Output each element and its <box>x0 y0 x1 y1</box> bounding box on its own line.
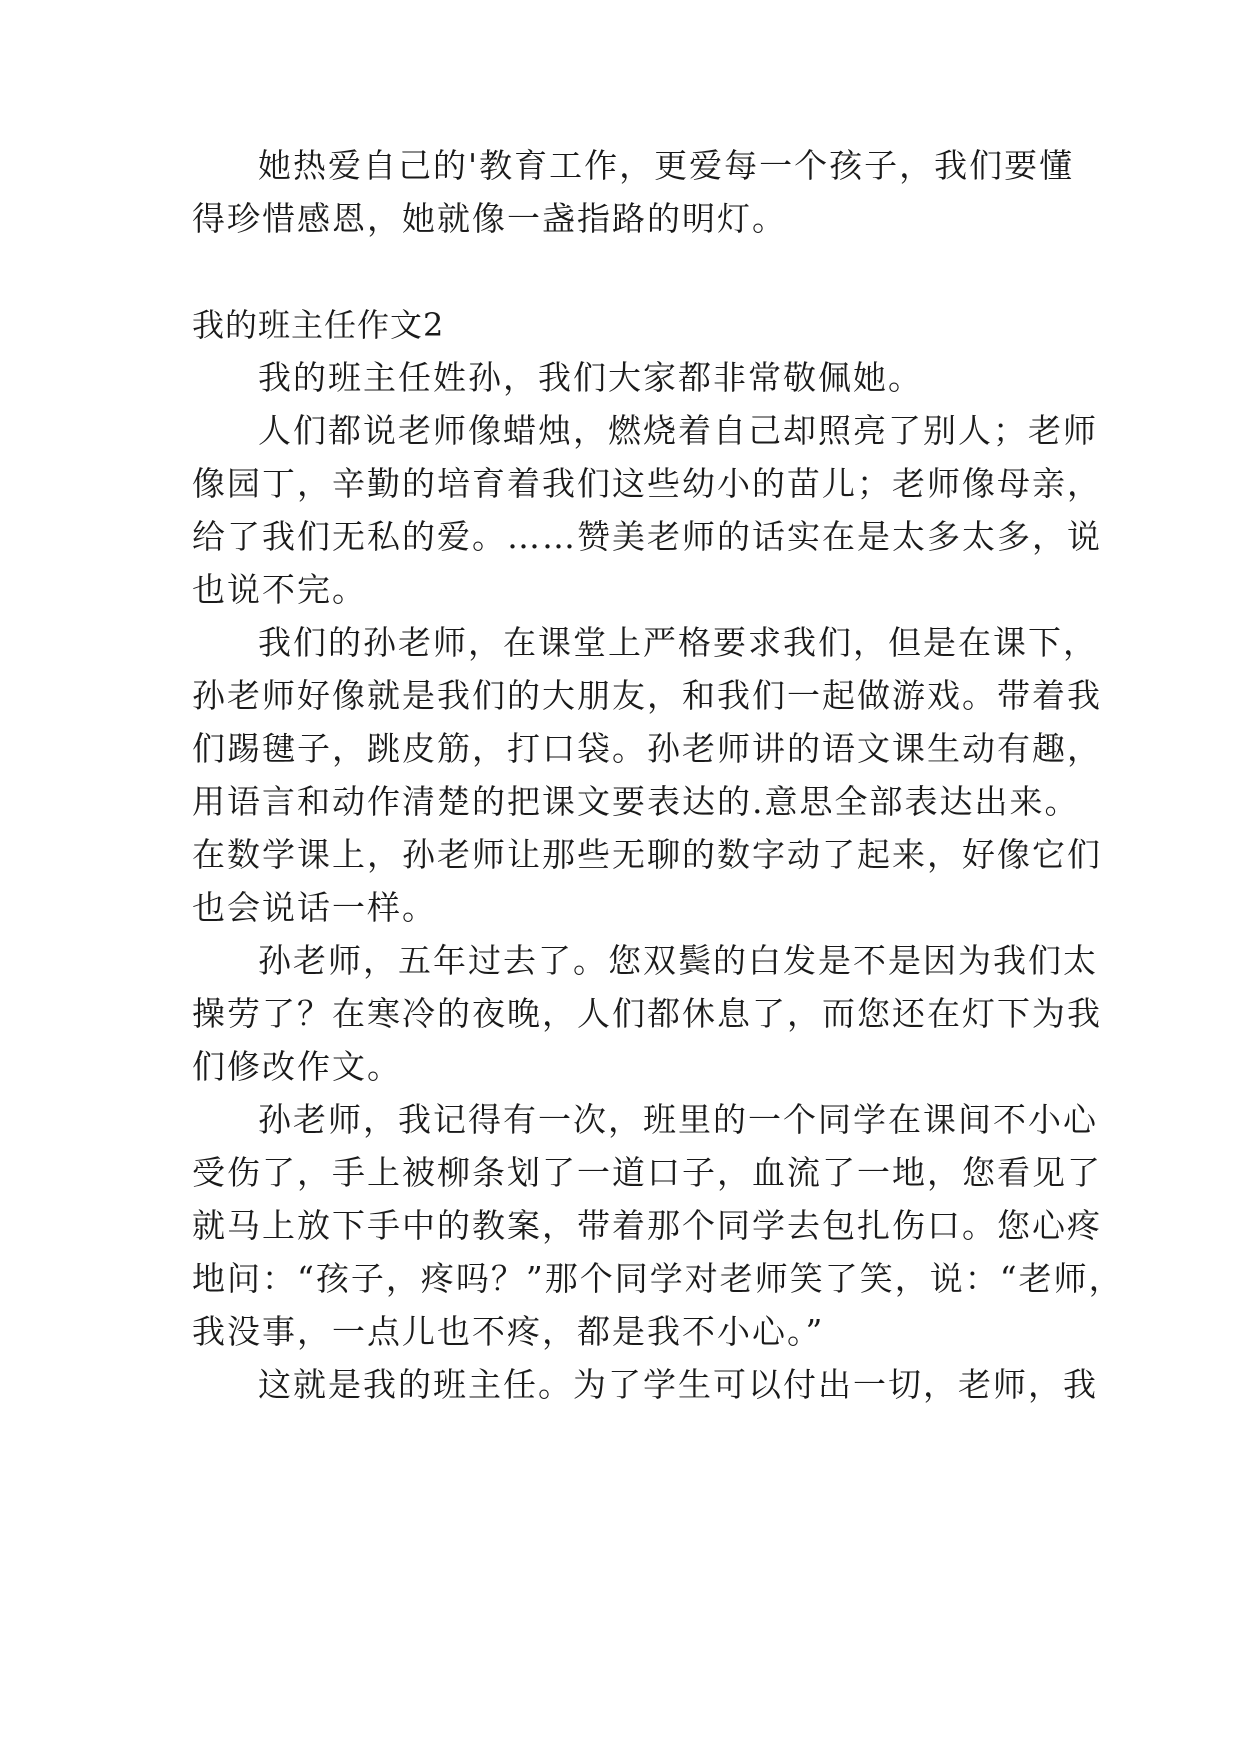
paragraph-3-line-2: 像园丁，辛勤的培育着我们这些幼小的苗儿；老师像母亲， <box>192 464 1102 503</box>
paragraph-6-line-2: 受伤了，手上被柳条划了一道口子，血流了一地，您看见了 <box>192 1153 1102 1192</box>
paragraph-3-line-1: 人们都说老师像蜡烛，燃烧着自己却照亮了别人；老师 <box>258 411 1098 450</box>
paragraph-5-line-2: 操劳了？在寒冷的夜晚，人们都休息了，而您还在灯下为我 <box>192 994 1102 1033</box>
paragraph-4-line-3: 们踢毽子，跳皮筋，打口袋。孙老师讲的语文课生动有趣， <box>192 729 1102 768</box>
paragraph-6-line-4: 地问：“孩子，疼吗？”那个同学对老师笑了笑，说：“老师， <box>192 1259 1124 1298</box>
paragraph-5-line-3: 们修改作文。 <box>192 1047 402 1086</box>
paragraph-5-line-1: 孙老师，五年过去了。您双鬓的白发是不是因为我们太 <box>258 941 1098 980</box>
section-heading: 我的班主任作文2 <box>192 306 445 344</box>
paragraph-4-line-2: 孙老师好像就是我们的大朋友，和我们一起做游戏。带着我 <box>192 676 1102 715</box>
paragraph-4-line-5: 在数学课上，孙老师让那些无聊的数字动了起来，好像它们 <box>192 835 1102 874</box>
paragraph-4-line-4: 用语言和动作清楚的把课文要表达的.意思全部表达出来。 <box>192 782 1080 821</box>
paragraph-4-line-1: 我们的孙老师，在课堂上严格要求我们，但是在课下， <box>258 623 1098 662</box>
paragraph-3-line-4: 也说不完。 <box>192 570 367 609</box>
paragraph-2-line-1: 我的班主任姓孙，我们大家都非常敬佩她。 <box>258 358 923 397</box>
paragraph-3-line-3: 给了我们无私的爱。……赞美老师的话实在是太多太多，说 <box>192 517 1102 556</box>
paragraph-6-line-5: 我没事，一点儿也不疼，都是我不小心。” <box>192 1312 825 1351</box>
paragraph-4-line-6: 也会说话一样。 <box>192 888 437 927</box>
paragraph-7-line-1: 这就是我的班主任。为了学生可以付出一切，老师，我 <box>258 1365 1098 1404</box>
paragraph-1-line-2: 得珍惜感恩，她就像一盏指路的明灯。 <box>192 199 787 238</box>
paragraph-1-line-1: 她热爱自己的'教育工作，更爱每一个孩子，我们要懂 <box>258 146 1075 185</box>
paragraph-6-line-3: 就马上放下手中的教案，带着那个同学去包扎伤口。您心疼 <box>192 1206 1102 1245</box>
paragraph-6-line-1: 孙老师，我记得有一次，班里的一个同学在课间不小心 <box>258 1100 1098 1139</box>
